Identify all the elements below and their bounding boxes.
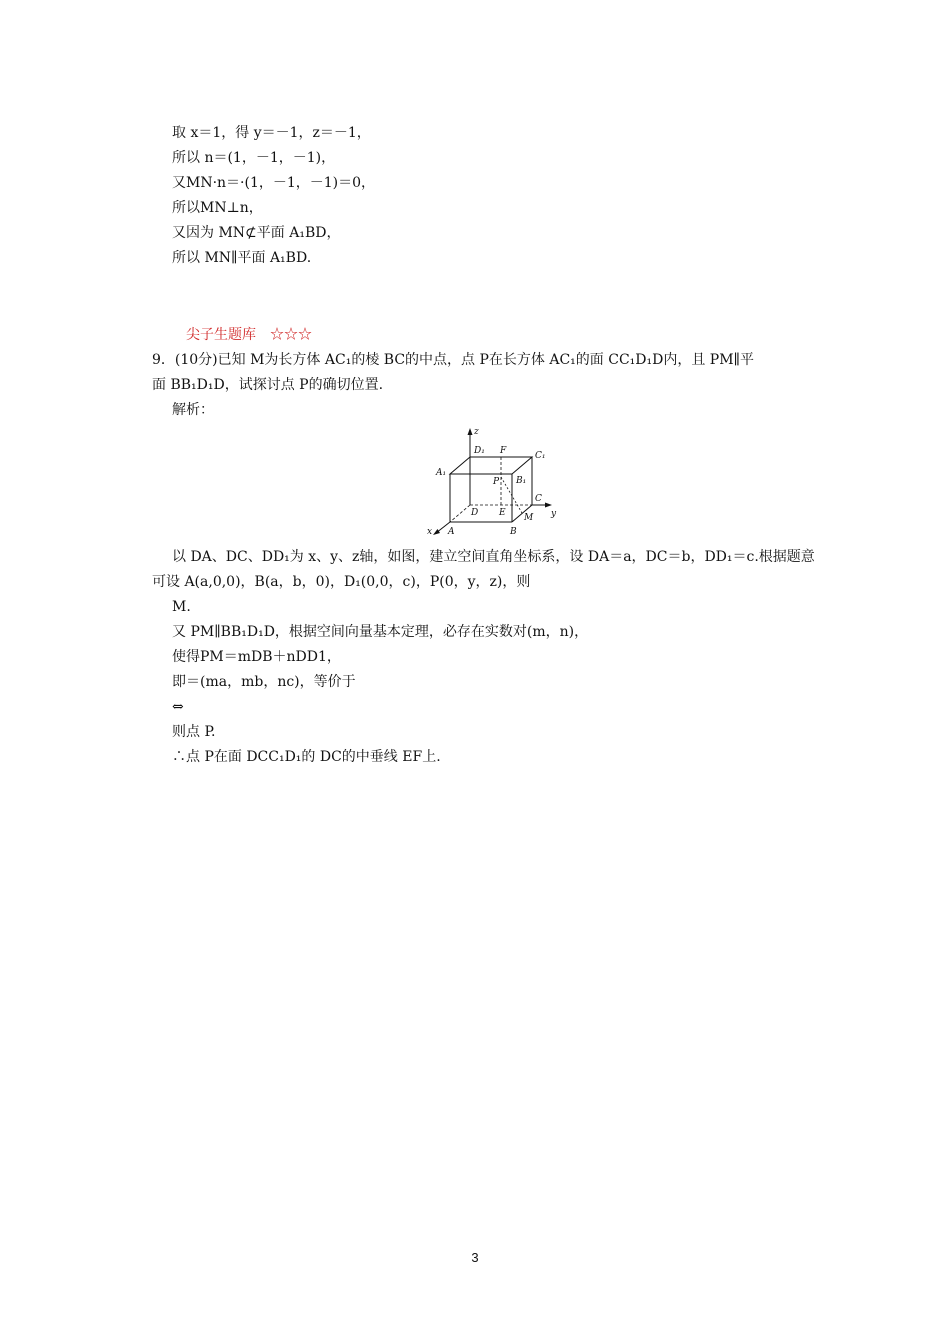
- page-number: 3: [471, 1250, 479, 1265]
- label-b: B: [510, 527, 517, 537]
- label-a: A: [448, 527, 455, 537]
- label-e: E: [499, 508, 506, 518]
- label-a1: A₁: [436, 468, 447, 478]
- label-x: x: [427, 527, 433, 537]
- solution-line: M.: [172, 599, 191, 615]
- label-z: z: [474, 427, 479, 437]
- solution-line: 所以MN⊥n，: [172, 200, 263, 216]
- solution-line: 即＝(ma，mb，nc)，等价于: [172, 674, 356, 690]
- solution-line: 取 x＝1，得 y＝－1，z＝－1，: [172, 125, 371, 141]
- label-p: P: [493, 477, 500, 487]
- solution-line: 所以 MN∥平面 A₁BD.: [172, 250, 312, 266]
- label-c1: C₁: [535, 451, 546, 461]
- solution-line: 以 DA、DC、DD₁为 x、y、z轴，如图，建立空间直角坐标系，设 DA＝a，DC＝b，DD₁＝c.根据题意: [172, 549, 815, 565]
- label-y: y: [551, 509, 557, 519]
- cuboid-figure: [424, 425, 564, 537]
- label-b1: B₁: [516, 476, 527, 486]
- solution-line: 可设 A(a,0,0)，B(a，b，0)，D₁(0,0，c)，P(0，y，z)，则: [152, 574, 531, 590]
- label-f: F: [500, 446, 507, 456]
- solution-line: 又MN·n＝·(1，－1，－1)＝0，: [172, 175, 376, 191]
- section-heading: 尖子生题库 ☆☆☆: [186, 327, 312, 343]
- problem-line: 面 BB₁D₁D，试探讨点 P的确切位置.: [152, 377, 384, 393]
- problem-line: 9．(10分)已知 M为长方体 AC₁的棱 BC的中点，点 P在长方体 AC₁的面 CC₁D₁D内，且 PM∥平: [152, 352, 754, 368]
- analysis-label: 解析：: [172, 402, 214, 418]
- label-c: C: [535, 494, 542, 504]
- cuboid-diagram: [424, 425, 564, 537]
- solution-line: 又因为 MN⊄平面 A₁BD，: [172, 225, 341, 241]
- solution-line: 所以 n＝(1，－1，－1)，: [172, 150, 336, 166]
- label-m: M: [524, 513, 534, 523]
- solution-line: 又 PM∥BB₁D₁D，根据空间向量基本定理，必存在实数对(m，n)，: [172, 624, 589, 640]
- solution-line: ∴点 P在面 DCC₁D₁的 DC的中垂线 EF上.: [172, 749, 441, 765]
- solution-line: 使得PM＝mDB＋nDD1，: [172, 649, 341, 665]
- label-d1: D₁: [474, 446, 485, 456]
- solution-line: 则点 P.: [172, 724, 216, 740]
- label-d: D: [471, 508, 479, 518]
- solution-line: ⇔: [172, 699, 184, 715]
